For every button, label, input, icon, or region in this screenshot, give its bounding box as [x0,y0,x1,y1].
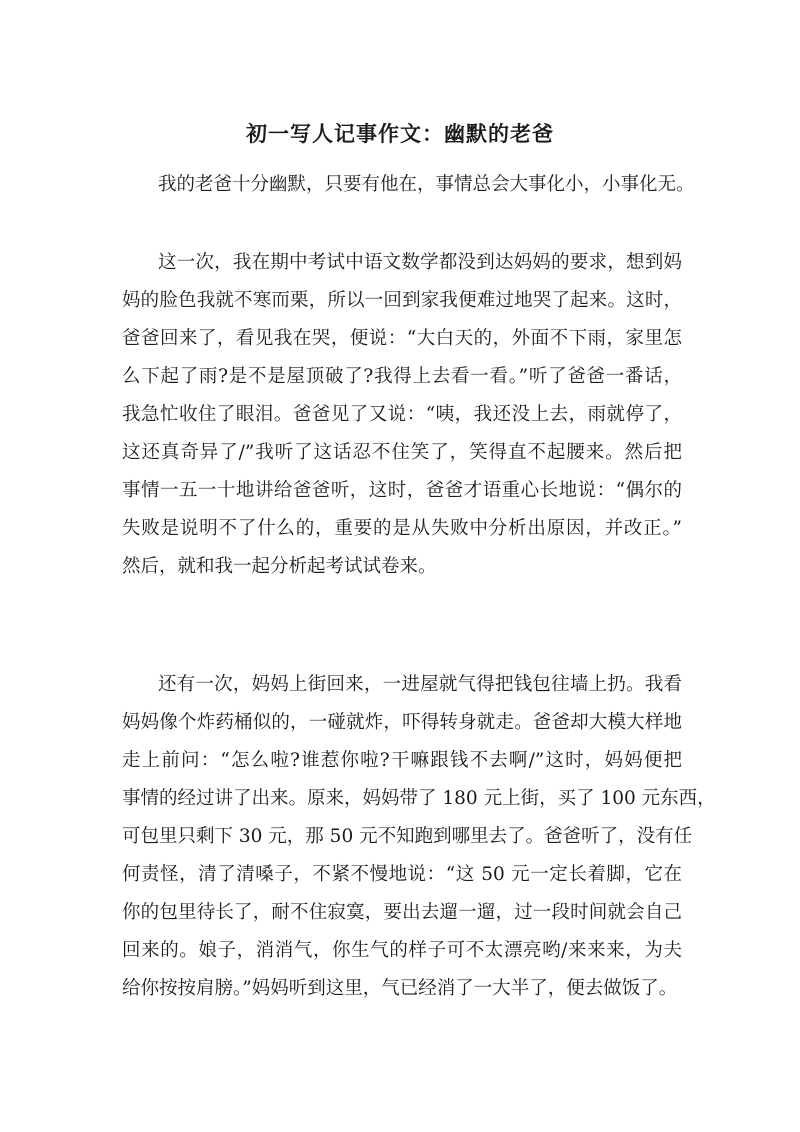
text-line: 我急忙收住了眼泪。爸爸见了又说：“咦，我还没上去，雨就停了， [122,404,682,425]
text-line: 走上前问：“怎么啦?谁惹你啦?干嘛跟钱不去啊/”这时，妈妈便把 [122,750,682,771]
text-line: 这一次，我在期中考试中语文数学都没到达妈妈的要求，想到妈 [158,252,682,273]
text-line: 你的包里待长了，耐不住寂寞，要出去遛一遛，过一段时间就会自己 [122,902,682,923]
text-line: 给你按按肩膀。”妈妈听到这里，气已经消了一大半了，便去做饭了。 [122,978,678,999]
text-line: 妈妈像个炸药桶似的，一碰就炸，吓得转身就走。爸爸却大模大样地 [122,712,682,733]
text-line: 还有一次，妈妈上街回来，一进屋就气得把钱包往墙上扔。我看 [158,674,682,695]
text-line: 事情的经过讲了出来。原来，妈妈带了 180 元上街，买了 100 元东西， [122,788,716,809]
paragraph-1 [122,244,682,586]
text-line: 回来的。娘子，消消气，你生气的样子可不太漂亮哟/来来来，为夫 [122,940,682,961]
text-line: 么下起了雨?是不是屋顶破了?我得上去看一看。”听了爸爸一番话， [122,366,682,387]
intro-paragraph [122,166,695,204]
text-line: 妈的脸色我就不寒而栗，所以一回到家我便难过地哭了起来。这时， [122,290,682,311]
text-line: 这还真奇异了/”我听了这话忍不住笑了，笑得直不起腰来。然后把 [122,442,682,463]
text-line: 事情一五一十地讲给爸爸听，这时，爸爸才语重心长地说：“偶尔的 [122,480,682,501]
text-line: 可包里只剩下 30 元，那 50 元不知跑到哪里去了。爸爸听了，没有任 [122,826,693,847]
text-line: 然后，就和我一起分析起考试试卷来。 [122,556,437,577]
text-line: 何责怪，清了清嗓子，不紧不慢地说：“这 50 元一定长着脚，它在 [122,864,682,885]
document-title: 初一写人记事作文：幽默的老爸 [246,121,554,146]
paragraph-2 [122,666,716,1008]
text-line: 我的老爸十分幽默，只要有他在，事情总会大事化小，小事化无。 [158,174,695,195]
text-line: 失败是说明不了什么的，重要的是从失败中分析出原因，并改正。” [122,518,682,539]
text-line: 爸爸回来了，看见我在哭，便说：“大白天的，外面不下雨，家里怎 [122,328,682,349]
